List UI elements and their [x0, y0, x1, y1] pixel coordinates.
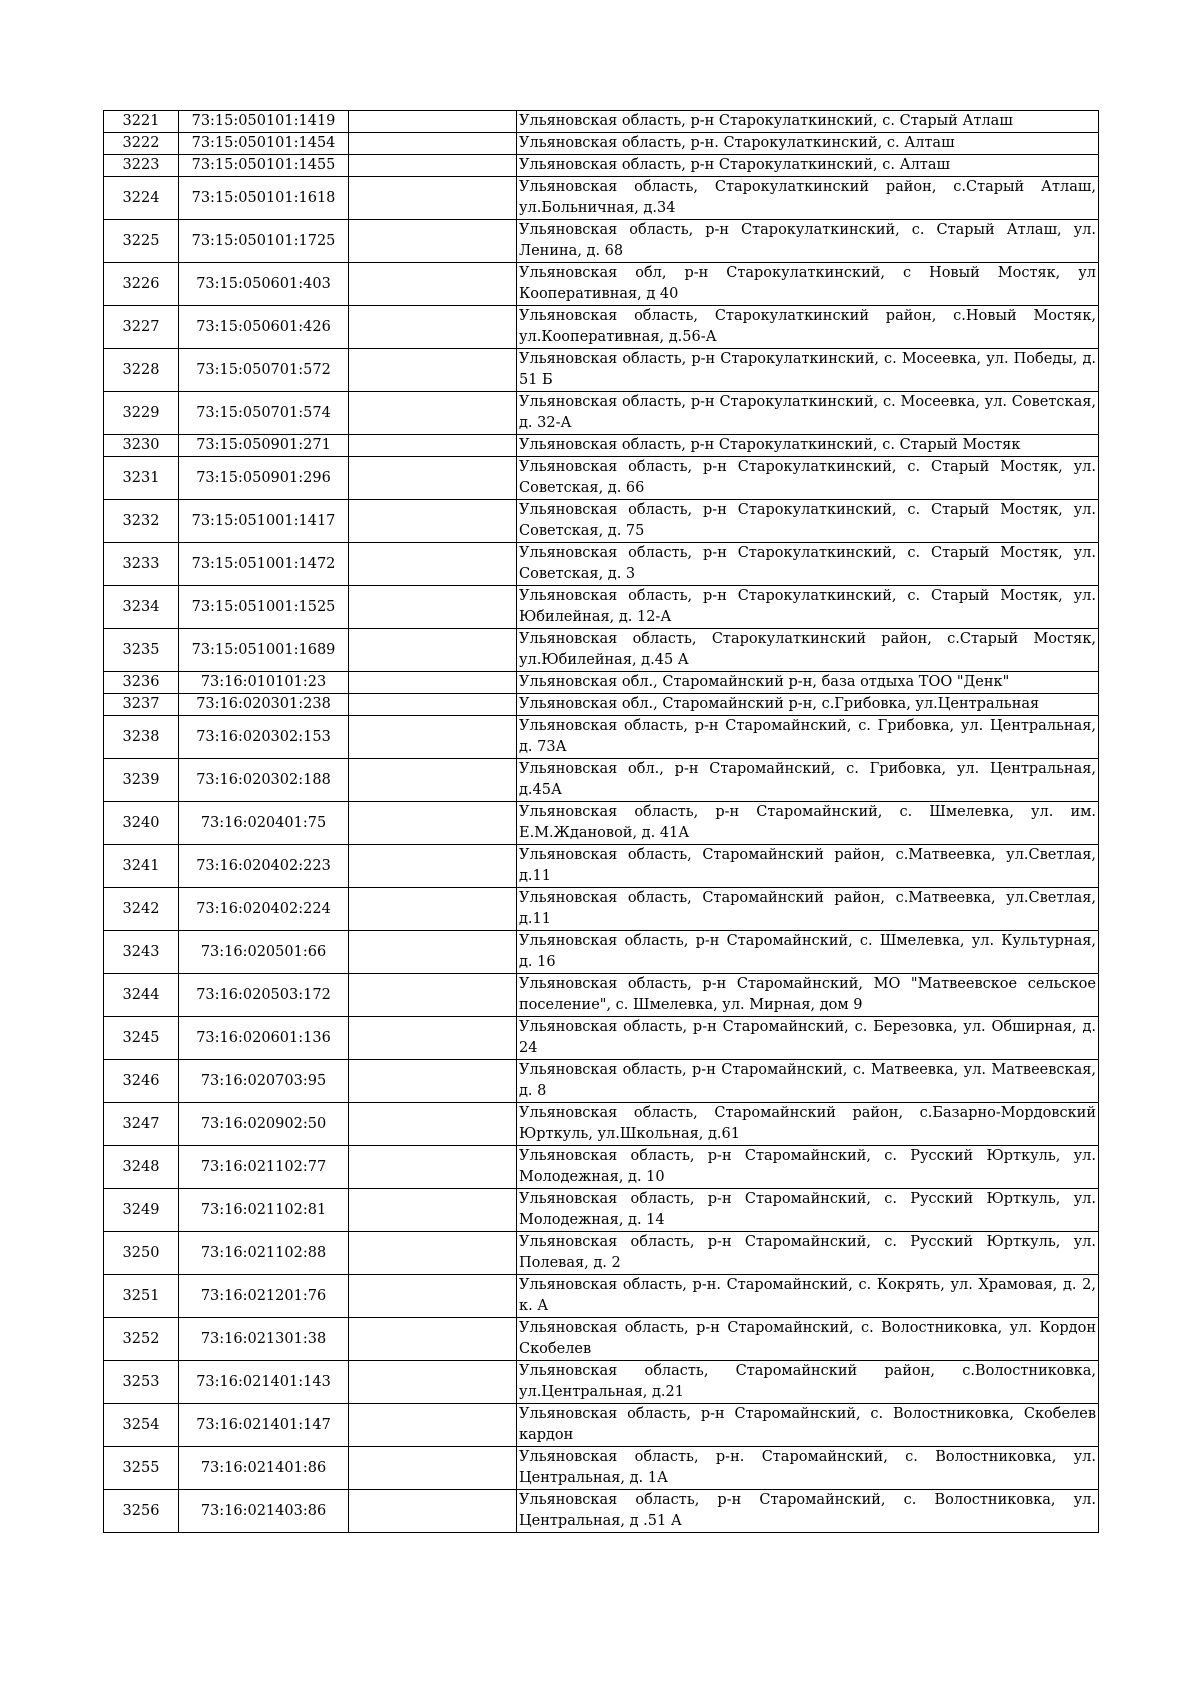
row-number-cell: 3235 — [104, 629, 179, 672]
table-row — [104, 133, 1099, 155]
empty-cell — [349, 759, 517, 802]
table-row — [104, 457, 1099, 500]
address-cell: Ульяновская область, р-н Старомайнский, с. Волостниковка, ул. Кордон Скобелев — [517, 1318, 1099, 1361]
row-number-cell: 3248 — [104, 1146, 179, 1189]
address-cell: Ульяновская область, Старокулаткинский район, с.Старый Атлаш, ул.Больничная, д.34 — [517, 177, 1099, 220]
row-number-cell: 3249 — [104, 1189, 179, 1232]
empty-cell — [349, 1017, 517, 1060]
table-row — [104, 888, 1099, 931]
cadastral-number-cell: 73:16:021102:88 — [179, 1232, 349, 1275]
empty-cell — [349, 220, 517, 263]
row-number-cell: 3228 — [104, 349, 179, 392]
table-row — [104, 586, 1099, 629]
address-cell: Ульяновская область, Старокулаткинский район, с.Новый Мостяк, ул.Кооперативная, д.56-А — [517, 306, 1099, 349]
table-row — [104, 263, 1099, 306]
address-cell: Ульяновская область, Старомайнский район, с.Волостниковка, ул.Центральная, д.21 — [517, 1361, 1099, 1404]
cadastral-number-cell: 73:16:020302:153 — [179, 716, 349, 759]
table-row — [104, 1103, 1099, 1146]
empty-cell — [349, 629, 517, 672]
empty-cell — [349, 306, 517, 349]
table-row — [104, 543, 1099, 586]
table-row — [104, 1404, 1099, 1447]
table-row — [104, 759, 1099, 802]
table-row — [104, 1275, 1099, 1318]
registry-body — [104, 111, 1099, 1533]
row-number-cell: 3243 — [104, 931, 179, 974]
empty-cell — [349, 1060, 517, 1103]
table-row — [104, 974, 1099, 1017]
cadastral-number-cell: 73:15:050701:572 — [179, 349, 349, 392]
row-number-cell: 3231 — [104, 457, 179, 500]
row-number-cell: 3230 — [104, 435, 179, 457]
address-cell: Ульяновская область, р-н Старомайнский, с. Матвеевка, ул. Матвеевская, д. 8 — [517, 1060, 1099, 1103]
row-number-cell: 3222 — [104, 133, 179, 155]
cadastral-number-cell: 73:16:020601:136 — [179, 1017, 349, 1060]
empty-cell — [349, 716, 517, 759]
table-row — [104, 694, 1099, 716]
row-number-cell: 3237 — [104, 694, 179, 716]
address-cell: Ульяновская область, Старомайнский район, с.Базарно-Мордовский Юрткуль, ул.Школьная, д.61 — [517, 1103, 1099, 1146]
empty-cell — [349, 694, 517, 716]
cadastral-number-cell: 73:16:010101:23 — [179, 672, 349, 694]
address-cell: Ульяновская область, р-н. Старомайнский, с. Волостниковка, ул. Центральная, д. 1А — [517, 1447, 1099, 1490]
empty-cell — [349, 1490, 517, 1533]
cadastral-number-cell: 73:15:050901:271 — [179, 435, 349, 457]
cadastral-number-cell: 73:15:051001:1525 — [179, 586, 349, 629]
empty-cell — [349, 845, 517, 888]
cadastral-number-cell: 73:15:050601:403 — [179, 263, 349, 306]
address-cell: Ульяновская обл, р-н Старокулаткинский, с Новый Мостяк, ул Кооперативная, д 40 — [517, 263, 1099, 306]
empty-cell — [349, 349, 517, 392]
address-cell: Ульяновская область, р-н Старомайнский, с. Грибовка, ул. Центральная, д. 73А — [517, 716, 1099, 759]
empty-cell — [349, 1103, 517, 1146]
row-number-cell: 3232 — [104, 500, 179, 543]
cadastral-number-cell: 73:15:050101:1455 — [179, 155, 349, 177]
row-number-cell: 3254 — [104, 1404, 179, 1447]
address-cell: Ульяновская область, Старомайнский район, с.Матвеевка, ул.Светлая, д.11 — [517, 845, 1099, 888]
table-row — [104, 177, 1099, 220]
empty-cell — [349, 1146, 517, 1189]
empty-cell — [349, 888, 517, 931]
table-row — [104, 500, 1099, 543]
empty-cell — [349, 177, 517, 220]
empty-cell — [349, 974, 517, 1017]
cadastral-number-cell: 73:16:021401:143 — [179, 1361, 349, 1404]
cadastral-number-cell: 73:15:050901:296 — [179, 457, 349, 500]
row-number-cell: 3238 — [104, 716, 179, 759]
cadastral-number-cell: 73:16:020402:224 — [179, 888, 349, 931]
table-row — [104, 845, 1099, 888]
cadastral-number-cell: 73:16:020401:75 — [179, 802, 349, 845]
table-row — [104, 155, 1099, 177]
empty-cell — [349, 802, 517, 845]
table-row — [104, 111, 1099, 133]
cadastral-number-cell: 73:16:021201:76 — [179, 1275, 349, 1318]
empty-cell — [349, 931, 517, 974]
cadastral-number-cell: 73:15:050601:426 — [179, 306, 349, 349]
table-row — [104, 220, 1099, 263]
row-number-cell: 3245 — [104, 1017, 179, 1060]
empty-cell — [349, 672, 517, 694]
table-row — [104, 349, 1099, 392]
cadastral-number-cell: 73:15:050101:1618 — [179, 177, 349, 220]
empty-cell — [349, 1275, 517, 1318]
row-number-cell: 3255 — [104, 1447, 179, 1490]
address-cell: Ульяновская область, р-н Старомайнский, с. Шмелевка, ул. им. Е.М.Ждановой, д. 41А — [517, 802, 1099, 845]
empty-cell — [349, 1404, 517, 1447]
cadastral-number-cell: 73:16:021401:147 — [179, 1404, 349, 1447]
address-cell: Ульяновская обл., Старомайнский р-н, база отдыха ТОО "Денк" — [517, 672, 1099, 694]
empty-cell — [349, 1189, 517, 1232]
empty-cell — [349, 155, 517, 177]
table-row — [104, 1017, 1099, 1060]
table-row — [104, 1189, 1099, 1232]
row-number-cell: 3229 — [104, 392, 179, 435]
empty-cell — [349, 133, 517, 155]
table-row — [104, 435, 1099, 457]
address-cell: Ульяновская область, р-н Старомайнский, МО "Матвеевское сельское поселение", с. Шмелевка, ул. Мирная, дом 9 — [517, 974, 1099, 1017]
address-cell: Ульяновская область, р-н Старокулаткинский, с. Старый Мостяк, ул. Юбилейная, д. 12-А — [517, 586, 1099, 629]
address-cell: Ульяновская область, р-н. Старомайнский, с. Кокрять, ул. Храмовая, д. 2, к. А — [517, 1275, 1099, 1318]
cadastral-number-cell: 73:15:051001:1417 — [179, 500, 349, 543]
cadastral-number-cell: 73:16:021102:81 — [179, 1189, 349, 1232]
row-number-cell: 3227 — [104, 306, 179, 349]
empty-cell — [349, 435, 517, 457]
cadastral-number-cell: 73:15:051001:1472 — [179, 543, 349, 586]
cadastral-number-cell: 73:16:020302:188 — [179, 759, 349, 802]
row-number-cell: 3226 — [104, 263, 179, 306]
empty-cell — [349, 500, 517, 543]
table-row — [104, 1060, 1099, 1103]
row-number-cell: 3221 — [104, 111, 179, 133]
empty-cell — [349, 1361, 517, 1404]
row-number-cell: 3246 — [104, 1060, 179, 1103]
table-row — [104, 1318, 1099, 1361]
address-cell: Ульяновская область, Старомайнский район, с.Матвеевка, ул.Светлая, д.11 — [517, 888, 1099, 931]
cadastral-number-cell: 73:16:021401:86 — [179, 1447, 349, 1490]
cadastral-number-cell: 73:15:051001:1689 — [179, 629, 349, 672]
address-cell: Ульяновская область, р-н Старомайнский, с. Волостниковка, ул. Центральная, д .51 А — [517, 1490, 1099, 1533]
row-number-cell: 3247 — [104, 1103, 179, 1146]
table-row — [104, 802, 1099, 845]
empty-cell — [349, 586, 517, 629]
table-row — [104, 1232, 1099, 1275]
table-row — [104, 1447, 1099, 1490]
table-row — [104, 306, 1099, 349]
row-number-cell: 3242 — [104, 888, 179, 931]
address-cell: Ульяновская область, р-н Старокулаткинский, с. Алташ — [517, 155, 1099, 177]
empty-cell — [349, 392, 517, 435]
address-cell: Ульяновская область, р-н Старокулаткинский, с. Старый Мостяк, ул. Советская, д. 75 — [517, 500, 1099, 543]
table-row — [104, 716, 1099, 759]
row-number-cell: 3240 — [104, 802, 179, 845]
row-number-cell: 3253 — [104, 1361, 179, 1404]
cadastral-number-cell: 73:16:020301:238 — [179, 694, 349, 716]
row-number-cell: 3251 — [104, 1275, 179, 1318]
address-cell: Ульяновская область, р-н Старокулаткинский, с. Старый Атлаш, ул. Ленина, д. 68 — [517, 220, 1099, 263]
cadastral-number-cell: 73:15:050701:574 — [179, 392, 349, 435]
address-cell: Ульяновская обл., Старомайнский р-н, с.Грибовка, ул.Центральная — [517, 694, 1099, 716]
row-number-cell: 3252 — [104, 1318, 179, 1361]
row-number-cell: 3223 — [104, 155, 179, 177]
table-row — [104, 629, 1099, 672]
table-row — [104, 672, 1099, 694]
cadastral-number-cell: 73:16:020703:95 — [179, 1060, 349, 1103]
row-number-cell: 3233 — [104, 543, 179, 586]
empty-cell — [349, 1447, 517, 1490]
address-cell: Ульяновская область, Старокулаткинский район, с.Старый Мостяк, ул.Юбилейная, д.45 А — [517, 629, 1099, 672]
empty-cell — [349, 543, 517, 586]
address-cell: Ульяновская область, р-н Старомайнский, с. Шмелевка, ул. Культурная, д. 16 — [517, 931, 1099, 974]
cadastral-number-cell: 73:15:050101:1725 — [179, 220, 349, 263]
table-row — [104, 931, 1099, 974]
cadastral-number-cell: 73:16:020902:50 — [179, 1103, 349, 1146]
row-number-cell: 3234 — [104, 586, 179, 629]
empty-cell — [349, 111, 517, 133]
empty-cell — [349, 1318, 517, 1361]
cadastral-number-cell: 73:16:021403:86 — [179, 1490, 349, 1533]
empty-cell — [349, 1232, 517, 1275]
table-row — [104, 392, 1099, 435]
address-cell: Ульяновская область, р-н Старомайнский, с. Русский Юрткуль, ул. Молодежная, д. 14 — [517, 1189, 1099, 1232]
address-cell: Ульяновская область, р-н Старокулаткинский, с. Старый Мостяк, ул. Советская, д. 3 — [517, 543, 1099, 586]
address-cell: Ульяновская область, р-н Старомайнский, с. Русский Юрткуль, ул. Молодежная, д. 10 — [517, 1146, 1099, 1189]
address-cell: Ульяновская область, р-н. Старокулаткинский, с. Алташ — [517, 133, 1099, 155]
address-cell: Ульяновская область, р-н Старокулаткинский, с. Старый Мостяк, ул. Советская, д. 66 — [517, 457, 1099, 500]
row-number-cell: 3239 — [104, 759, 179, 802]
row-number-cell: 3224 — [104, 177, 179, 220]
row-number-cell: 3256 — [104, 1490, 179, 1533]
address-cell: Ульяновская область, р-н Старокулаткинский, с. Старый Мостяк — [517, 435, 1099, 457]
registry-table — [103, 110, 1099, 1533]
row-number-cell: 3244 — [104, 974, 179, 1017]
address-cell: Ульяновская область, р-н Старомайнский, с. Березовка, ул. Обширная, д. 24 — [517, 1017, 1099, 1060]
address-cell: Ульяновская область, р-н Старокулаткинский, с. Мосеевка, ул. Победы, д. 51 Б — [517, 349, 1099, 392]
cadastral-number-cell: 73:16:020501:66 — [179, 931, 349, 974]
table-row — [104, 1146, 1099, 1189]
cadastral-number-cell: 73:16:020402:223 — [179, 845, 349, 888]
row-number-cell: 3225 — [104, 220, 179, 263]
address-cell: Ульяновская область, р-н Старомайнский, с. Русский Юрткуль, ул. Полевая, д. 2 — [517, 1232, 1099, 1275]
cadastral-number-cell: 73:15:050101:1419 — [179, 111, 349, 133]
cadastral-number-cell: 73:15:050101:1454 — [179, 133, 349, 155]
table-row — [104, 1490, 1099, 1533]
cadastral-number-cell: 73:16:021301:38 — [179, 1318, 349, 1361]
table-row — [104, 1361, 1099, 1404]
row-number-cell: 3236 — [104, 672, 179, 694]
address-cell: Ульяновская обл., р-н Старомайнский, с. Грибовка, ул. Центральная, д.45А — [517, 759, 1099, 802]
row-number-cell: 3250 — [104, 1232, 179, 1275]
cadastral-number-cell: 73:16:020503:172 — [179, 974, 349, 1017]
address-cell: Ульяновская область, р-н Старомайнский, с. Волостниковка, Скобелев кардон — [517, 1404, 1099, 1447]
address-cell: Ульяновская область, р-н Старокулаткинский, с. Мосеевка, ул. Советская, д. 32-А — [517, 392, 1099, 435]
empty-cell — [349, 263, 517, 306]
cadastral-number-cell: 73:16:021102:77 — [179, 1146, 349, 1189]
row-number-cell: 3241 — [104, 845, 179, 888]
address-cell: Ульяновская область, р-н Старокулаткинский, с. Старый Атлаш — [517, 111, 1099, 133]
empty-cell — [349, 457, 517, 500]
